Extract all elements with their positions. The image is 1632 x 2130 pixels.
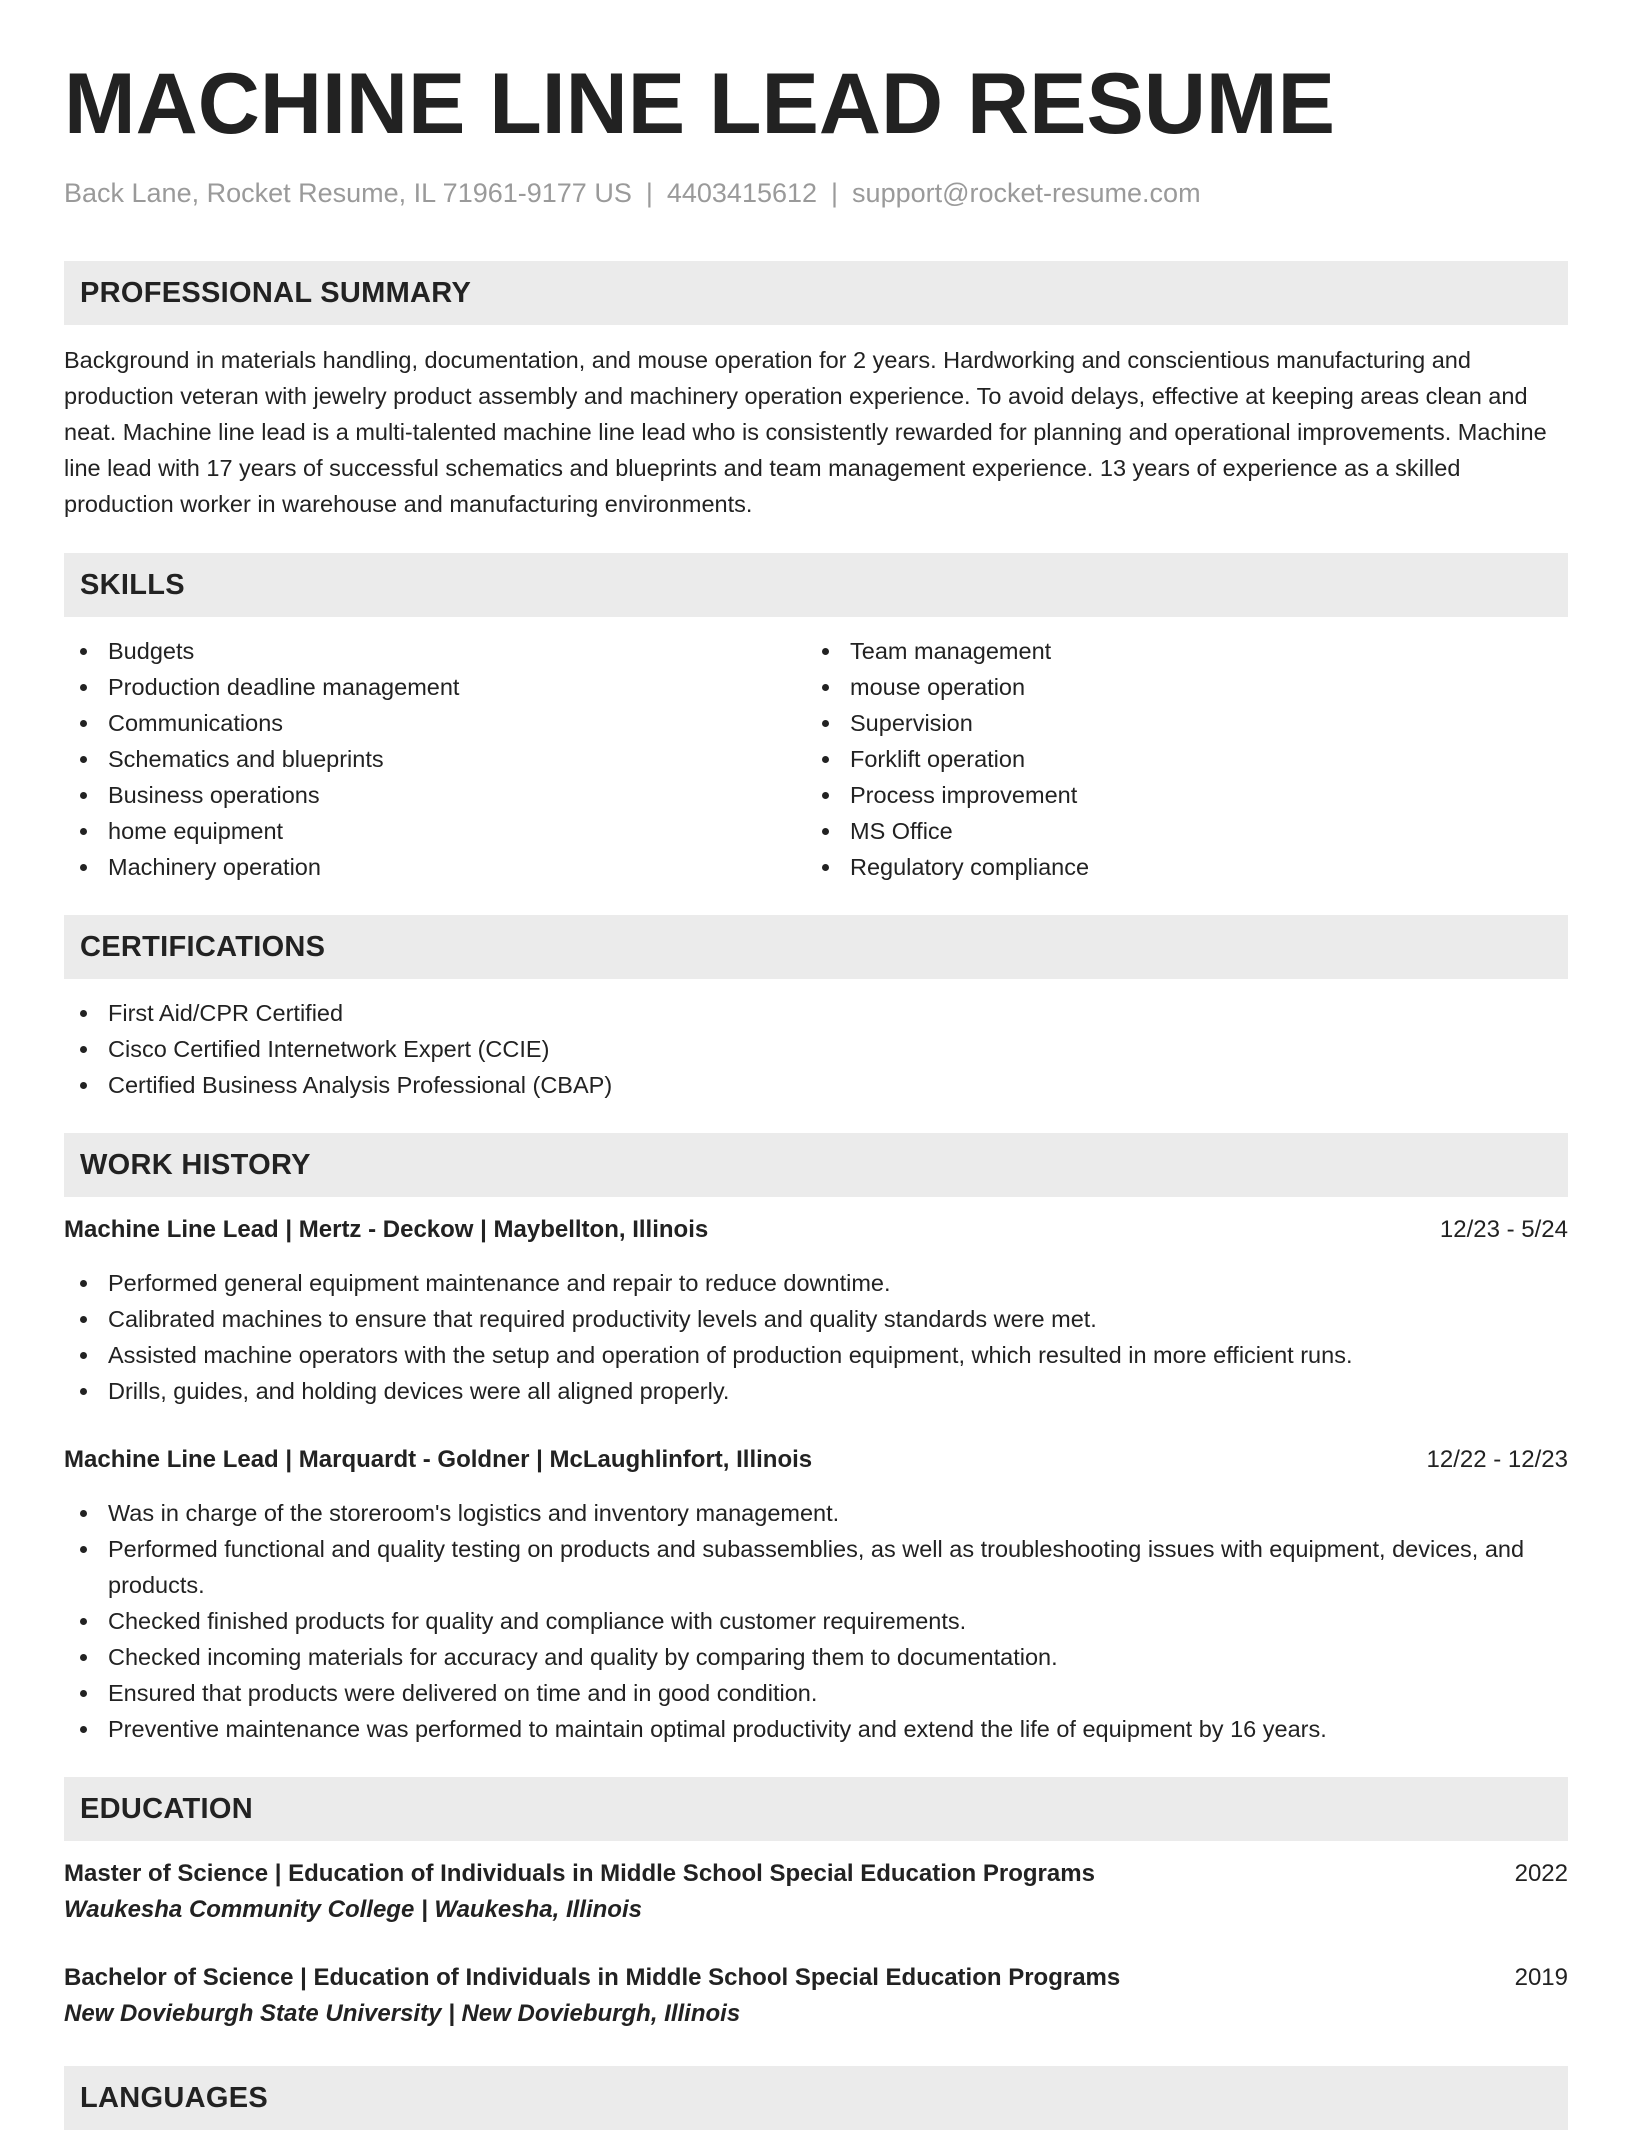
job-bullet: Performed general equipment maintenance and repair to reduce downtime. [64,1265,1568,1301]
skill-item: home equipment [64,813,806,849]
section-header-summary: PROFESSIONAL SUMMARY [64,261,1568,325]
skills-list-left [64,633,806,885]
skill-item: Budgets [64,633,806,669]
section-header-certifications: CERTIFICATIONS [64,915,1568,979]
contact-phone: 4403415612 [666,178,818,208]
education-header [64,1857,1568,1891]
skill-item: Business operations [64,777,806,813]
job-header [64,1213,1568,1247]
education-header [64,1961,1568,1995]
skill-item: Regulatory compliance [806,849,1548,885]
skills-grid [64,633,1568,885]
certification-item: Cisco Certified Internetwork Expert (CCIE) [64,1031,1568,1067]
section-header-education: EDUCATION [64,1777,1568,1841]
contact-address: Back Lane, Rocket Resume, IL 71961-9177 US [64,178,632,208]
contact-separator: | [831,178,839,208]
skill-item: Team management [806,633,1548,669]
job-bullet: Performed functional and quality testing on products and subassemblies, as well as troubleshooting issues with equipment, devices, and products. [64,1531,1568,1603]
section-header-skills: SKILLS [64,553,1568,617]
skill-item: Production deadline management [64,669,806,705]
summary-text: Background in materials handling, documentation, and mouse operation for 2 years. Hardworking and conscientious manufacturing and production veteran with jewelry product assembly and machinery operation experience. To avoid delays, effective at keeping areas clean and neat. Machine line lead is a multi-talented machine line lead who is consistently rewarded for planning and operational improvements. Machine line lead with 17 years of successful schematics and blueprints and team management experience. 13 years of experience as a skilled production worker in warehouse and manufacturing environments. [64,347,1547,517]
job-bullet: Checked finished products for quality and compliance with customer requirements. [64,1603,1568,1639]
education-school: New Dovieburgh State University | New Dovieburgh, Illinois [64,2000,741,2027]
skill-item: Process improvement [806,777,1548,813]
contact-line [64,176,1568,210]
skill-item: Communications [64,705,806,741]
education-year: 2019 [1514,1964,1568,1991]
skills-column-right [806,633,1548,885]
certification-item: Certified Business Analysis Professional (CBAP) [64,1067,1568,1103]
job-dates: 12/22 - 12/23 [1426,1446,1568,1473]
skill-item: mouse operation [806,669,1548,705]
job-header [64,1443,1568,1477]
education-school: Waukesha Community College | Waukesha, Illinois [64,1896,642,1923]
job-title: Machine Line Lead | Marquardt - Goldner | McLaughlinfort, Illinois [64,1446,813,1473]
job-bullet: Ensured that products were delivered on time and in good condition. [64,1675,1568,1711]
job-title: Machine Line Lead | Mertz - Deckow | Maybellton, Illinois [64,1216,709,1243]
skill-item: Machinery operation [64,849,806,885]
skill-item: Forklift operation [806,741,1548,777]
section-header-work-history: WORK HISTORY [64,1133,1568,1197]
education-degree: Bachelor of Science | Education of Individuals in Middle School Special Education Programs [64,1964,1121,1991]
job-bullet: Assisted machine operators with the setup and operation of production equipment, which resulted in more efficient runs. [64,1337,1568,1373]
job-bullet: Was in charge of the storeroom's logistics and inventory management. [64,1495,1568,1531]
skills-list-right [806,633,1548,885]
certifications-list [64,995,1568,1103]
contact-separator: | [645,178,653,208]
education-year: 2022 [1514,1860,1568,1887]
resume-page [64,0,1568,2130]
skill-item: MS Office [806,813,1548,849]
education-degree: Master of Science | Education of Individuals in Middle School Special Education Programs [64,1860,1095,1887]
job-bullet: Calibrated machines to ensure that required productivity levels and quality standards were met. [64,1301,1568,1337]
job-bullets [64,1495,1568,1747]
contact-email[interactable]: support@rocket-resume.com [852,178,1201,208]
job-dates: 12/23 - 5/24 [1439,1216,1568,1243]
job-bullets [64,1265,1568,1409]
job-bullet: Drills, guides, and holding devices were all aligned properly. [64,1373,1568,1409]
skill-item: Supervision [806,705,1548,741]
job-bullet: Checked incoming materials for accuracy and quality by comparing them to documentation. [64,1639,1568,1675]
certification-item: First Aid/CPR Certified [64,995,1568,1031]
section-header-languages: LANGUAGES [64,2066,1568,2130]
job-bullet: Preventive maintenance was performed to maintain optimal productivity and extend the life of equipment by 16 years. [64,1711,1568,1747]
skills-column-left [64,633,806,885]
skill-item: Schematics and blueprints [64,741,806,777]
resume-title: MACHINE LINE LEAD RESUME [64,56,1335,152]
